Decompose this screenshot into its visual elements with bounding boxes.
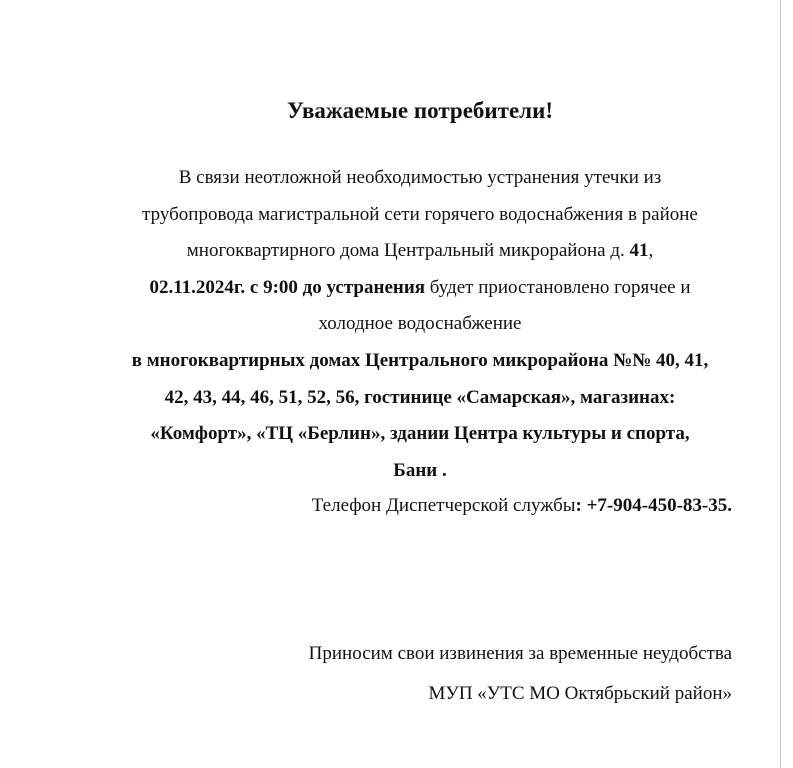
notice-line-3 — [60, 233, 780, 270]
phone-label: Телефон Диспетчерской службы — [311, 495, 576, 516]
affected-buildings-line-3: «Комфорт», «ТЦ «Берлин», здании Центра культуры и спорта, — [150, 423, 690, 445]
notice-line-4 — [60, 270, 780, 307]
apology-text: Приносим свои извинения за временные неудобства — [308, 643, 732, 664]
affected-buildings-line-2: 42, 43, 44, 46, 51, 52, 56, гостинице «Самарская», магазинах: — [164, 386, 676, 408]
outage-description: будет приостановлено горячее и — [425, 276, 691, 298]
affected-buildings-line-1: в многоквартирных домах Центрального микрорайона №№ 40, 41, — [131, 349, 709, 371]
organization-signature: МУП «УТС МО Октябрьский район» — [428, 683, 732, 704]
house-number: 41 — [629, 240, 649, 262]
address-comma: , — [648, 240, 654, 262]
notice-line-2: трубопровода магистральной сети горячего водоснабжения в районе — [142, 203, 698, 225]
dispatcher-phone — [312, 492, 732, 520]
notice-line-1: В связи неотложной необходимостью устранения утечки из — [178, 167, 662, 188]
notice-line-5: холодное водоснабжение — [318, 313, 522, 335]
notice-title: Уважаемые потребители! — [287, 98, 553, 123]
house-address-text: многоквартирного дома Центральный микрорайона д. — [186, 240, 630, 262]
notice-body — [60, 160, 780, 489]
phone-number: : +7-904-450-83-35. — [575, 495, 732, 516]
affected-buildings-line-4: Бани . — [393, 459, 447, 481]
outage-date-time: 02.11.2024г. с 9:00 до устранения — [149, 276, 426, 298]
